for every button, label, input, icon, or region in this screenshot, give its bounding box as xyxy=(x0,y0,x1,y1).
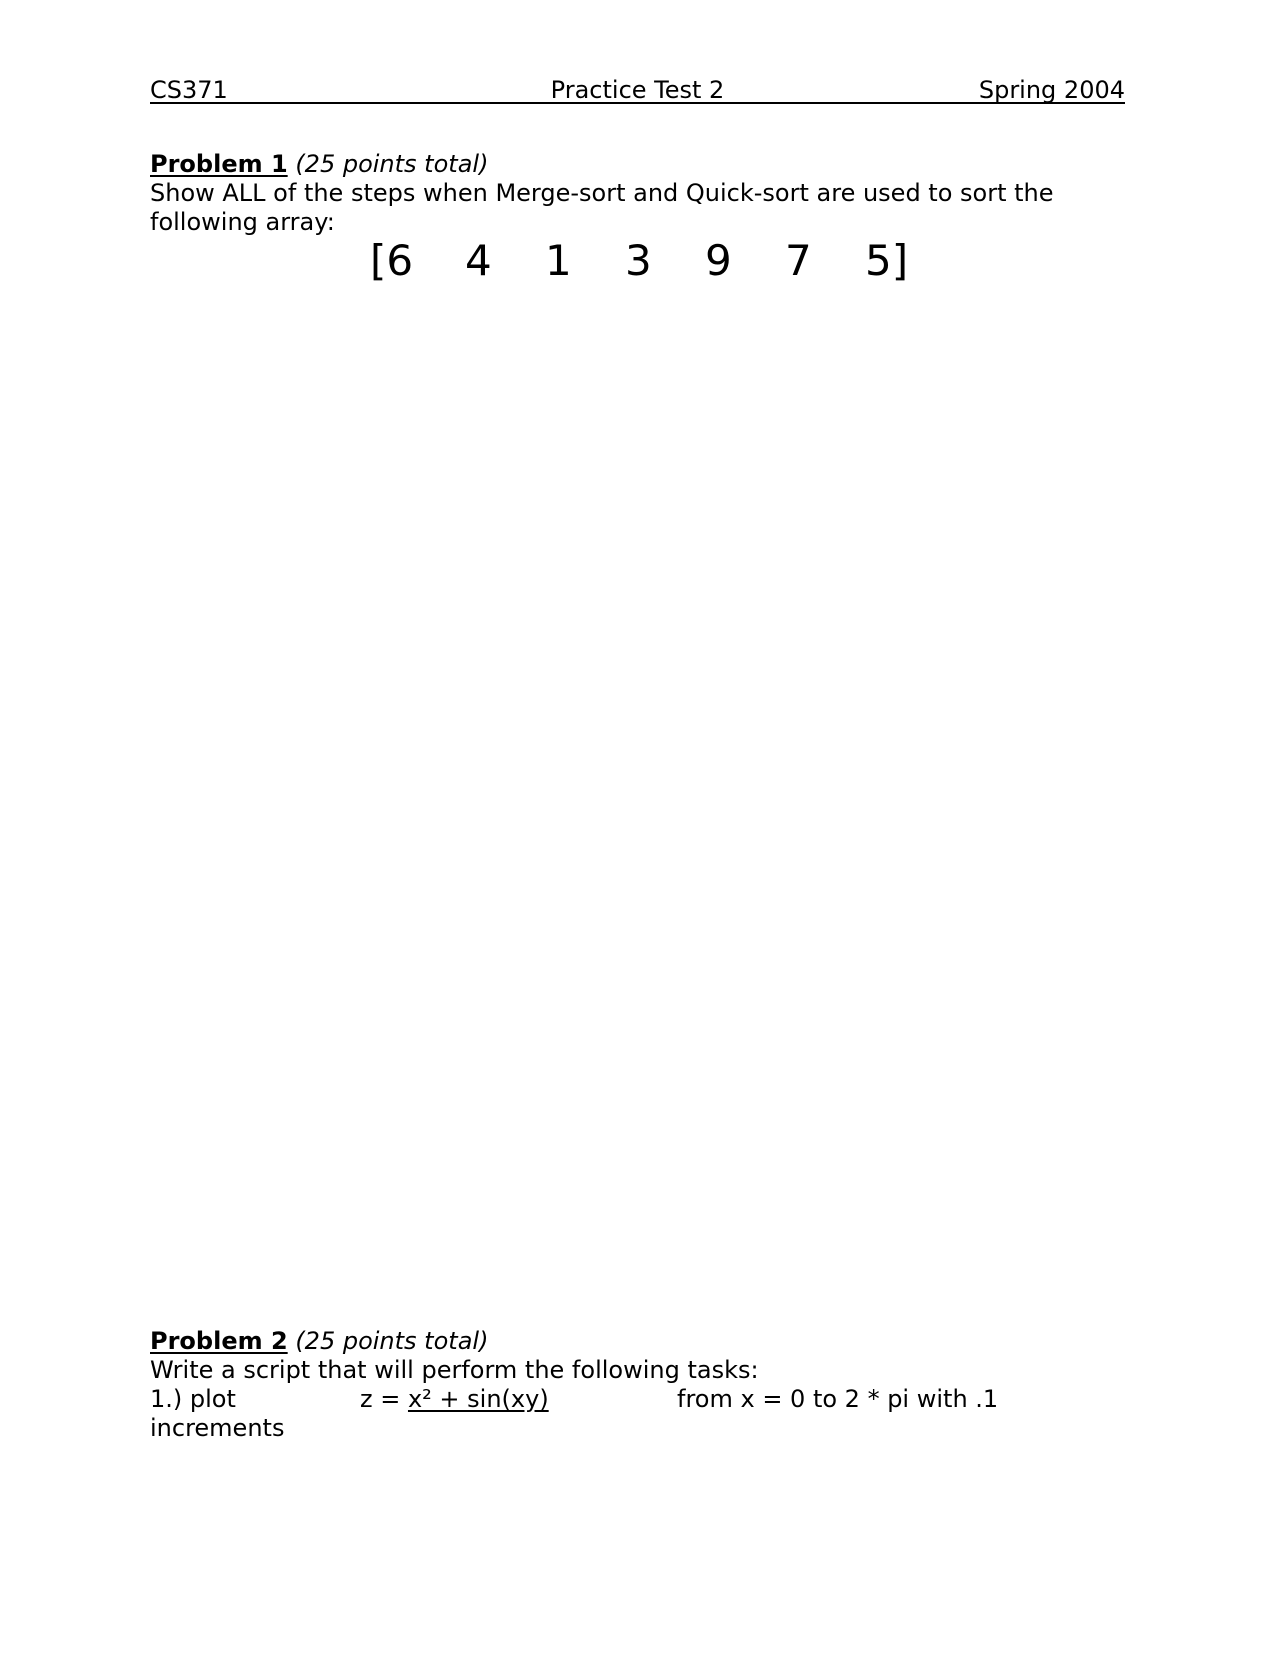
problem-2-intro: Write a script that will perform the following tasks: xyxy=(150,1356,759,1384)
task-1-range: from x = 0 to 2 * pi with .1 xyxy=(677,1385,999,1413)
task-1-row xyxy=(150,1385,1140,1414)
formula xyxy=(360,1385,549,1414)
problem-2-title: Problem 2 xyxy=(150,1327,288,1355)
array-item: 5] xyxy=(865,236,909,285)
course-code: CS371 xyxy=(150,76,228,104)
problem-1-title: Problem 1 xyxy=(150,150,288,178)
problem-2 xyxy=(150,1327,1140,1443)
test-title: Practice Test 2 xyxy=(550,76,725,104)
page-header xyxy=(150,72,1125,104)
formula-lhs: z = xyxy=(360,1385,408,1413)
formula-expression: x² + sin(xy) xyxy=(407,1385,549,1413)
array-item: 3 xyxy=(625,236,652,285)
problem-1-text-line-1: Show ALL of the steps when Merge-sort and Quick-sort are used to sort the xyxy=(150,179,1054,207)
array-item: 9 xyxy=(705,236,732,285)
problem-2-heading xyxy=(150,1327,1140,1356)
problem-1-heading xyxy=(150,150,1140,179)
task-1-label: 1.) plot xyxy=(150,1385,236,1413)
term: Spring 2004 xyxy=(978,76,1125,104)
array-item: 1 xyxy=(545,236,572,285)
array-item: 4 xyxy=(465,236,492,285)
array-item: [6 xyxy=(370,236,414,285)
task-1-continuation: increments xyxy=(150,1414,285,1442)
array-item: 7 xyxy=(785,236,812,285)
problem-1-text-line-2: following array: xyxy=(150,208,335,236)
problem-1-points: (25 points total) xyxy=(295,150,489,178)
problem-1 xyxy=(150,150,1140,237)
problem-2-points: (25 points total) xyxy=(295,1327,489,1355)
